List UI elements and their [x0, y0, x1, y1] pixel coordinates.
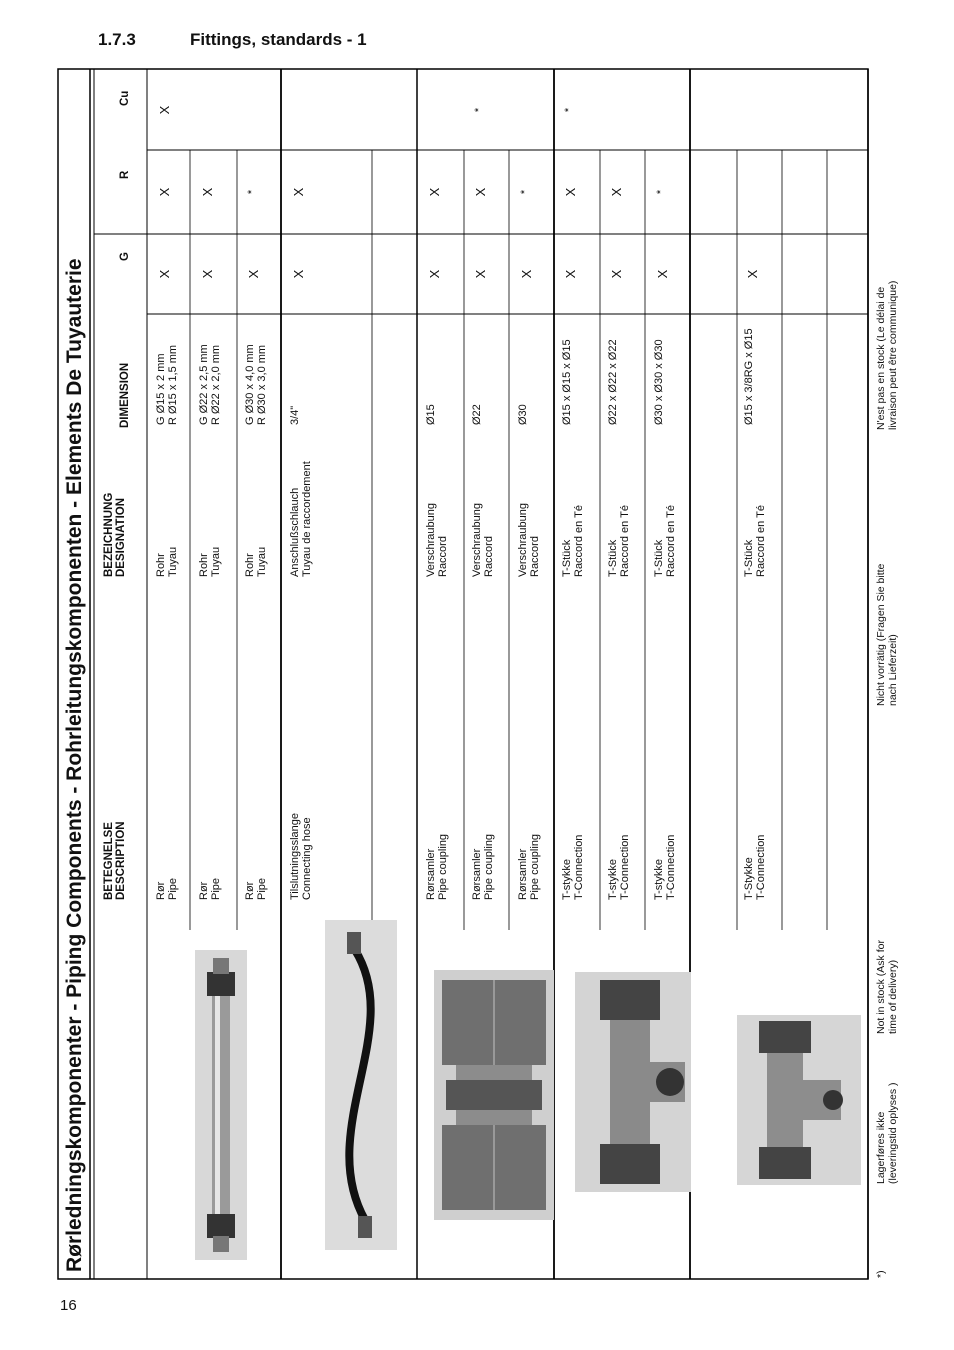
cell-dimension: Ø30 — [517, 404, 529, 425]
cell-description: T-Stykke T-Connection — [743, 834, 767, 900]
t-connection-photo — [575, 972, 691, 1192]
cell-designation: Verschraubung Raccord — [471, 503, 495, 577]
cell-dimension: G Ø15 x 2 mm R Ø15 x 1,5 mm — [155, 344, 179, 425]
footnote-danish: Lagerføres ikke (leveringstid oplyses ) — [875, 1082, 899, 1184]
header-description: BETEGNELSE DESCRIPTION — [103, 821, 127, 900]
cell-designation: T-Stück Raccord en Té — [561, 505, 585, 577]
cell-dimension: G Ø30 x 4,0 mm R Ø30 x 3,0 mm — [244, 344, 268, 425]
cell-r-mark: X — [157, 187, 172, 197]
hose-photo — [325, 920, 397, 1250]
cell-r-mark: * — [655, 189, 667, 195]
cell-r-mark: X — [609, 187, 624, 197]
pipe-coupling-photo — [434, 970, 554, 1220]
cell-designation: T-Stück Raccord en Té — [743, 505, 767, 577]
cell-cu-mark: X — [157, 105, 172, 115]
cell-description: Rør Pipe — [198, 877, 222, 900]
cell-designation: Anschlußschlauch Tuyau de raccordement — [289, 461, 313, 577]
header-r: R — [119, 170, 131, 179]
cell-designation: T-Stück Raccord en Té — [607, 505, 631, 577]
cell-r-mark: X — [473, 187, 488, 197]
cell-designation: Rohr Tuyau — [198, 546, 222, 577]
footnote-english: Not in stock (Ask for time of delivery) — [875, 940, 899, 1034]
cell-cu-mark: * — [473, 107, 485, 113]
cell-dimension: Ø15 x 3/8RG x Ø15 — [743, 328, 755, 425]
t-connection-threaded-photo — [737, 1015, 861, 1185]
cell-r-mark: X — [291, 187, 306, 197]
cell-description: Rør Pipe — [244, 877, 268, 900]
section-number: 1.7.3 — [98, 30, 136, 49]
cell-designation: Verschraubung Raccord — [517, 503, 541, 577]
cell-dimension: Ø22 x Ø22 x Ø22 — [607, 339, 619, 425]
cell-dimension: G Ø22 x 2,5 mm R Ø22 x 2,0 mm — [198, 344, 222, 425]
cell-r-mark: X — [427, 187, 442, 197]
cell-g-mark: X — [655, 269, 670, 279]
cell-cu-mark: * — [563, 107, 575, 113]
cell-g-mark: X — [563, 269, 578, 279]
section-title: Fittings, standards - 1 — [190, 30, 367, 49]
cell-g-mark: X — [519, 269, 534, 279]
cell-dimension: Ø22 — [471, 404, 483, 425]
footnote-german: Nicht vorrätig (Fragen Sie bitte nach Lieferzeit) — [875, 563, 899, 706]
cell-description: Rørsamler Pipe coupling — [471, 833, 495, 900]
header-cu: Cu — [119, 90, 131, 106]
cell-description: T-stykke T-Connection — [653, 834, 677, 900]
cell-g-mark: X — [609, 269, 624, 279]
cell-designation: Rohr Tuyau — [244, 546, 268, 577]
page-number: 16 — [60, 1297, 77, 1314]
cell-g-mark: X — [200, 269, 215, 279]
pipe-photo — [195, 950, 247, 1260]
cell-description: Tilslutningsslange Connecting hose — [289, 812, 313, 900]
cell-designation: Verschraubung Raccord — [425, 503, 449, 577]
cell-dimension: Ø15 — [425, 404, 437, 425]
cell-g-mark: X — [157, 269, 172, 279]
cell-g-mark: X — [291, 269, 306, 279]
cell-dimension: Ø30 x Ø30 x Ø30 — [653, 339, 665, 425]
cell-r-mark: * — [519, 189, 531, 195]
footnote-marker: *) — [875, 1270, 887, 1278]
cell-description: Rørsamler Pipe coupling — [425, 833, 449, 900]
cell-description: Rørsamler Pipe coupling — [517, 833, 541, 900]
header-designation: BEZEICHNUNG DESIGNATION — [103, 492, 127, 577]
cell-g-mark: X — [745, 269, 760, 279]
cell-dimension: 3/4" — [289, 405, 301, 425]
header-g: G — [119, 252, 131, 261]
cell-description: T-stykke T-Connection — [561, 834, 585, 900]
cell-description: T-stykke T-Connection — [607, 834, 631, 900]
cell-g-mark: X — [427, 269, 442, 279]
cell-designation: T-Stück Raccord en Té — [653, 505, 677, 577]
cell-g-mark: X — [246, 269, 261, 279]
table-heading: Rørledningskomponenter - Piping Components - Rohrleitungskomponenten - Elements De Tuyauterie — [63, 258, 86, 1272]
footnote-french: N'est pas en stock (Le délai de livraison peut être communique) — [875, 280, 899, 430]
cell-designation: Rohr Tuyau — [155, 546, 179, 577]
components-table — [57, 0, 872, 1280]
cell-r-mark: X — [200, 187, 215, 197]
cell-dimension: Ø15 x Ø15 x Ø15 — [561, 339, 573, 425]
cell-r-mark: X — [563, 187, 578, 197]
cell-description: Rør Pipe — [155, 877, 179, 900]
header-dimension: DIMENSION — [119, 362, 131, 428]
cell-r-mark: * — [246, 189, 258, 195]
cell-g-mark: X — [473, 269, 488, 279]
